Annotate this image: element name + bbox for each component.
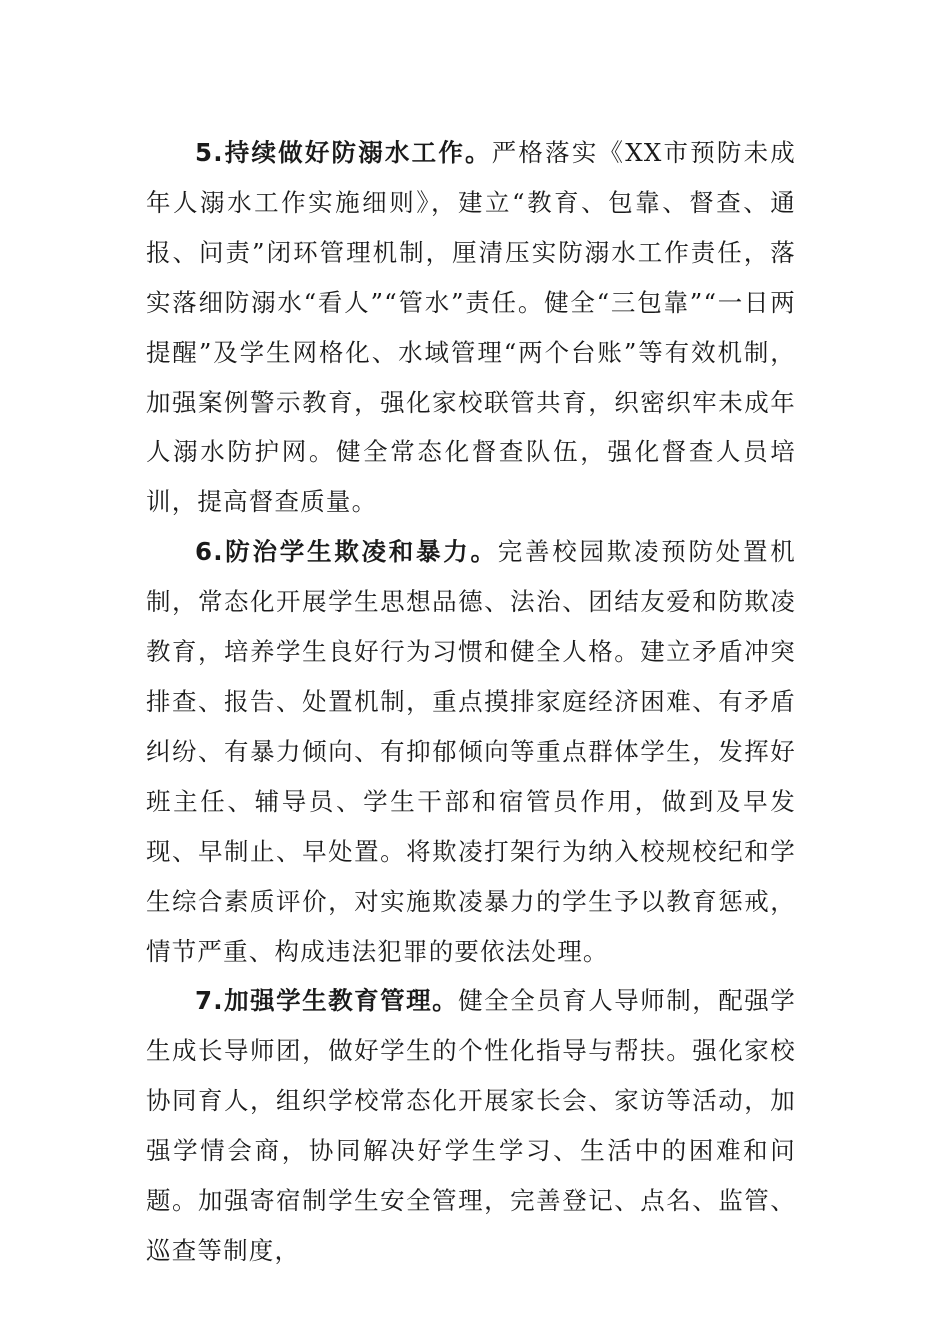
paragraph-5-drowning-prevention bbox=[146, 128, 796, 527]
paragraph-7-heading: 7.加强学生教育管理。 bbox=[195, 986, 459, 1016]
paragraph-7-student-management bbox=[146, 976, 796, 1275]
paragraph-7-text: 健全全员育人导师制，配强学生成长导师团，做好学生的个性化指导与帮扶。强化家校协同育人，组织学校常态化开展家长会、家访等活动，加强学情会商，协同解决好学生学习、生活中的困难和问题。加强寄宿制学生安全管理，完善登记、点名、监管、巡查等制度， bbox=[146, 986, 796, 1265]
paragraph-6-heading: 6.防治学生欺凌和暴力。 bbox=[195, 537, 498, 567]
paragraph-6-text: 完善校园欺凌预防处置机制，常态化开展学生思想品德、法治、团结友爱和防欺凌教育，培养学生良好行为习惯和健全人格。建立矛盾冲突排查、报告、处置机制，重点摸排家庭经济困难、有矛盾纠纷、有暴力倾向、有抑郁倾向等重点群体学生，发挥好班主任、辅导员、学生干部和宿管员作用，做到及早发现、早制止、早处置。将欺凌打架行为纳入校规校纪和学生综合素质评价，对实施欺凌暴力的学生予以教育惩戒，情节严重、构成违法犯罪的要依法处理。 bbox=[146, 537, 796, 966]
document-body bbox=[146, 128, 796, 1276]
paragraph-6-bullying-prevention bbox=[146, 527, 796, 976]
paragraph-5-text: 严格落实《XX市预防未成年人溺水工作实施细则》，建立“教育、包靠、督查、通报、问责”闭环管理机制，厘清压实防溺水工作责任，落实落细防溺水“看人”“管水”责任。健全“三包靠”“一日两提醒”及学生网格化、水域管理“两个台账”等有效机制，加强案例警示教育，强化家校联管共育，织密织牢未成年人溺水防护网。健全常态化督查队伍，强化督查人员培训，提高督查质量。 bbox=[146, 138, 796, 517]
paragraph-5-heading: 5.持续做好防溺水工作。 bbox=[195, 138, 492, 167]
